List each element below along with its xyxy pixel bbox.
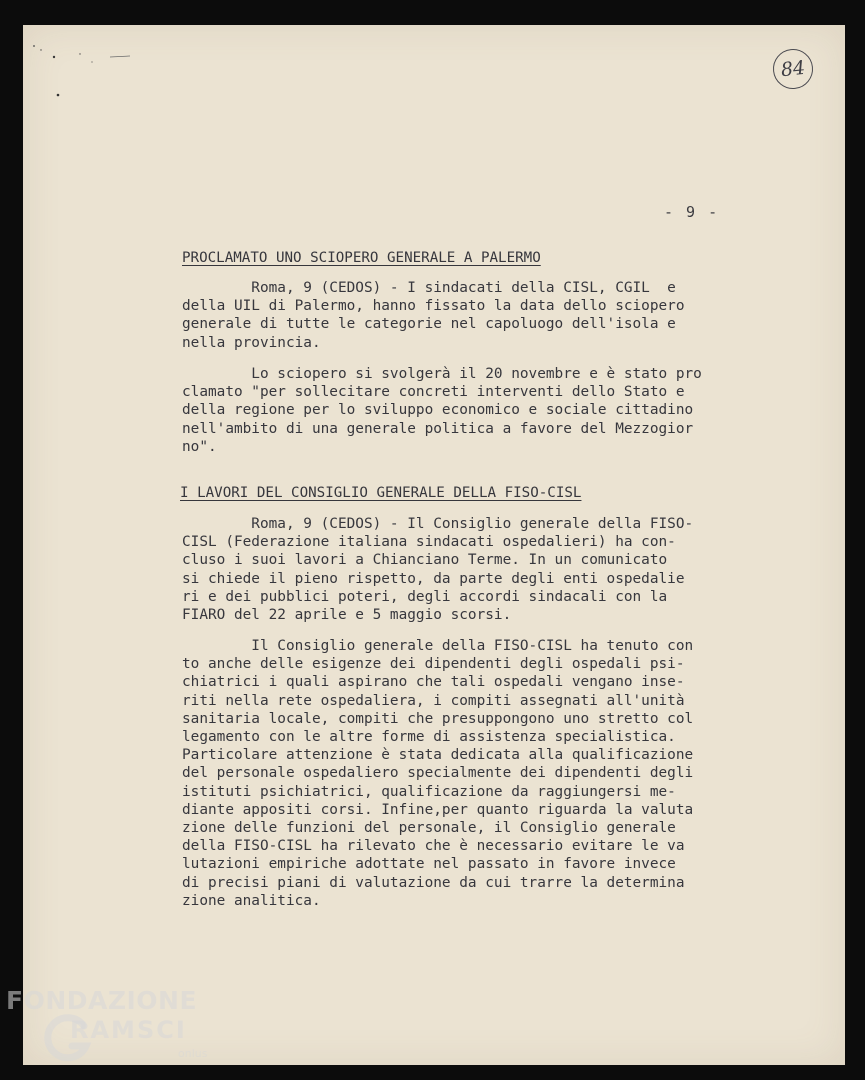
watermark-line-2: RAMSCI [70, 1016, 187, 1044]
archive-number-stamp: 84 [771, 47, 815, 91]
article-heading-fiso-cisl-council: I LAVORI DEL CONSIGLIO GENERALE DELLA FISO-CISL [180, 485, 582, 501]
article-paragraph: Roma, 9 (CEDOS) - Il Consiglio generale della FISO- CISL (Federazione italiana sindacati ospedalieri) ha con- cluso i suoi lavori a Chianciano Terme. In un comunicato si chiede il pieno rispetto, da parte degli enti ospedalie ri e dei pubblici poteri, degli accordi sindacali con la FIARO del 22 aprile e 5 maggio scorsi. [182, 516, 694, 624]
paper-specks [30, 40, 160, 100]
article-paragraph: Lo sciopero si svolgerà il 20 novembre e è stato pro clamato "per sollecitare concreti interventi dello Stato e della regione per lo sviluppo economico e sociale cittadino nell'ambito di una generale politica a favore del Mezzogior no". [182, 366, 702, 455]
article-paragraph: Il Consiglio generale della FISO-CISL ha tenuto con to anche delle esigenze dei dipendenti degli ospedali psi- chiatrici i quali aspirano che tali ospedali vengano inse- riti nella rete ospedaliera, i compiti assegnati all'unità sanitaria locale, compiti che presuppongono uno stretto col legamento con le altre forme di assistenza specialistica. Particolare attenzione è stata dedicata alla qualificazione del personale ospedaliero specialmente dei dipendenti degli istituti psichiatrici, qualificazione da raggiungersi me- diante appositi corsi. Infine,per quanto riguarda la valuta zione delle funzioni del personale, il Consiglio generale della FISO-CISL ha rilevato che è necessario evitare le va lutazioni empiriche adottate nel passato in favore invece di precisi piani di valutazione da cui trarre la determina zione analitica. [182, 638, 694, 909]
page-number: - 9 - [664, 203, 720, 221]
article-paragraph: Roma, 9 (CEDOS) - I sindacati della CISL, CGIL e della UIL di Palermo, hanno fissato la data dello sciopero generale di tutte le categorie nel capoluogo dell'isola e nella provincia. [182, 280, 685, 351]
article-heading-palermo-strike: PROCLAMATO UNO SCIOPERO GENERALE A PALERMO [182, 250, 541, 266]
watermark-line-1: FONDAZIONE [6, 986, 198, 1015]
watermark-onlus: onlus [178, 1047, 208, 1060]
